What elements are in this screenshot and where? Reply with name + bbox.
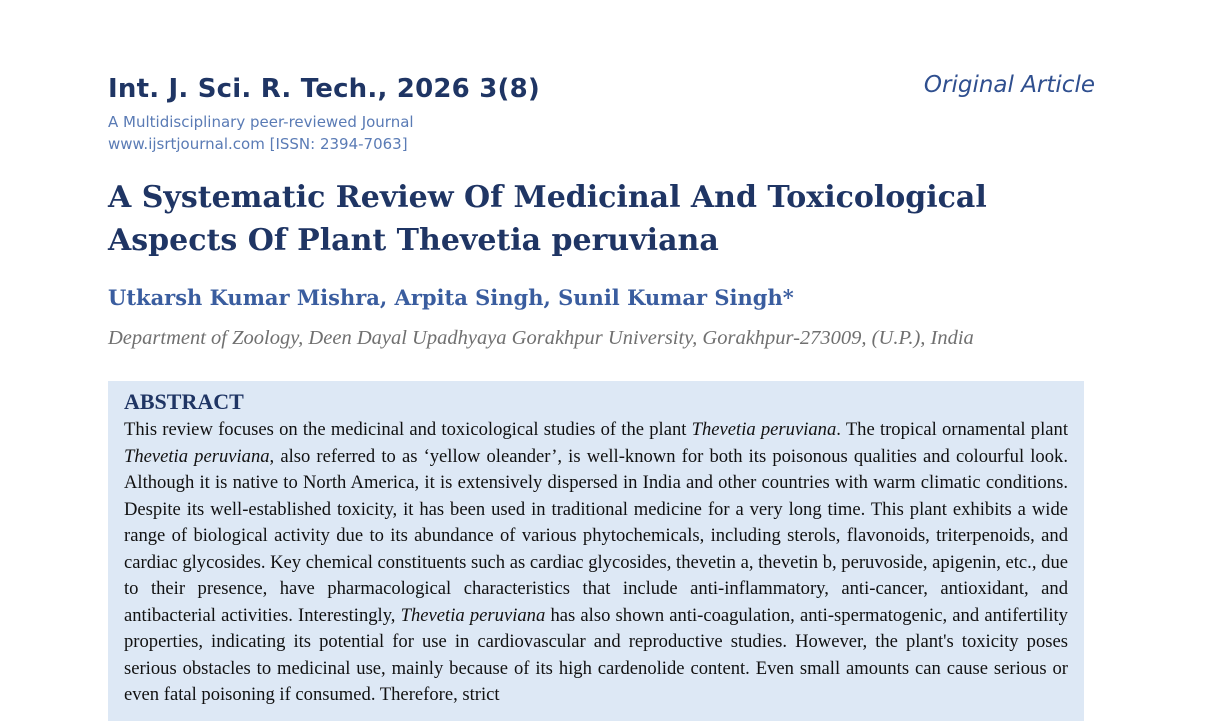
abstract-segment-species-name: Thevetia peruviana (691, 419, 837, 440)
paper-title (108, 176, 1108, 262)
paper-title-line-2: Aspects Of Plant Thevetia peruviana (108, 223, 719, 258)
abstract-text (124, 417, 1068, 709)
journal-website: www.ijsrtjournal.com [ISSN: 2394-7063] (108, 135, 408, 153)
abstract-segment-species-name: Thevetia peruviana (400, 604, 546, 626)
abstract-segment: . The tropical ornamental plant (836, 419, 1068, 440)
author-affiliation: Department of Zoology, Deen Dayal Upadhyaya Gorakhpur University, Gorakhpur-273009, (U.P.), India (108, 327, 974, 349)
article-type-label: Original Article (923, 72, 1095, 98)
author-list: Utkarsh Kumar Mishra, Arpita Singh, Sunil Kumar Singh* (108, 285, 794, 310)
abstract-segment: This review focuses on the medicinal and toxicological studies of the plant (124, 419, 692, 440)
paper-title-line-1: A Systematic Review Of Medicinal And Toxicological (108, 180, 987, 215)
abstract-segment: , also referred to as ‘yellow oleander’, is well-known for both its poisonous qualities and colourful look. Although it is native to North America, it is extensively dispersed in India and other countries with warm climatic conditions. Despite its well-established toxicity, it has been used in traditional medicine for a very long time. This plant exhibits a wide range of biological activity due to its abundance of various phytochemicals, including sterols, flavonoids, triterpenoids, and cardiac glycosides. Key chemical constituents such as cardiac glycosides, thevetin a, thevetin b, peruvoside, apigenin, etc., due to their presence, have pharmacological characteristics that include anti-inflammatory, anti-cancer, antioxidant, and antibacterial activities. Interestingly, (124, 445, 1068, 626)
journal-title: Int. J. Sci. R. Tech., 2026 3(8) (108, 74, 540, 104)
abstract-section (108, 381, 1084, 721)
journal-subtitle: A Multidisciplinary peer-reviewed Journal (108, 113, 414, 131)
abstract-heading: ABSTRACT (124, 389, 244, 414)
abstract-segment-species-name: Thevetia peruviana (124, 445, 270, 467)
abstract-segment: has also shown anti-coagulation, anti-spermatogenic, and antifertility properties, indicating its potential for use in cardiovascular and reproductive studies. However, the plant's toxicity poses serious obstacles to medicinal use, mainly because of its high cardenolide content. Even small amounts can cause serious or even fatal poisoning if consumed. Therefore, strict (124, 604, 1068, 705)
